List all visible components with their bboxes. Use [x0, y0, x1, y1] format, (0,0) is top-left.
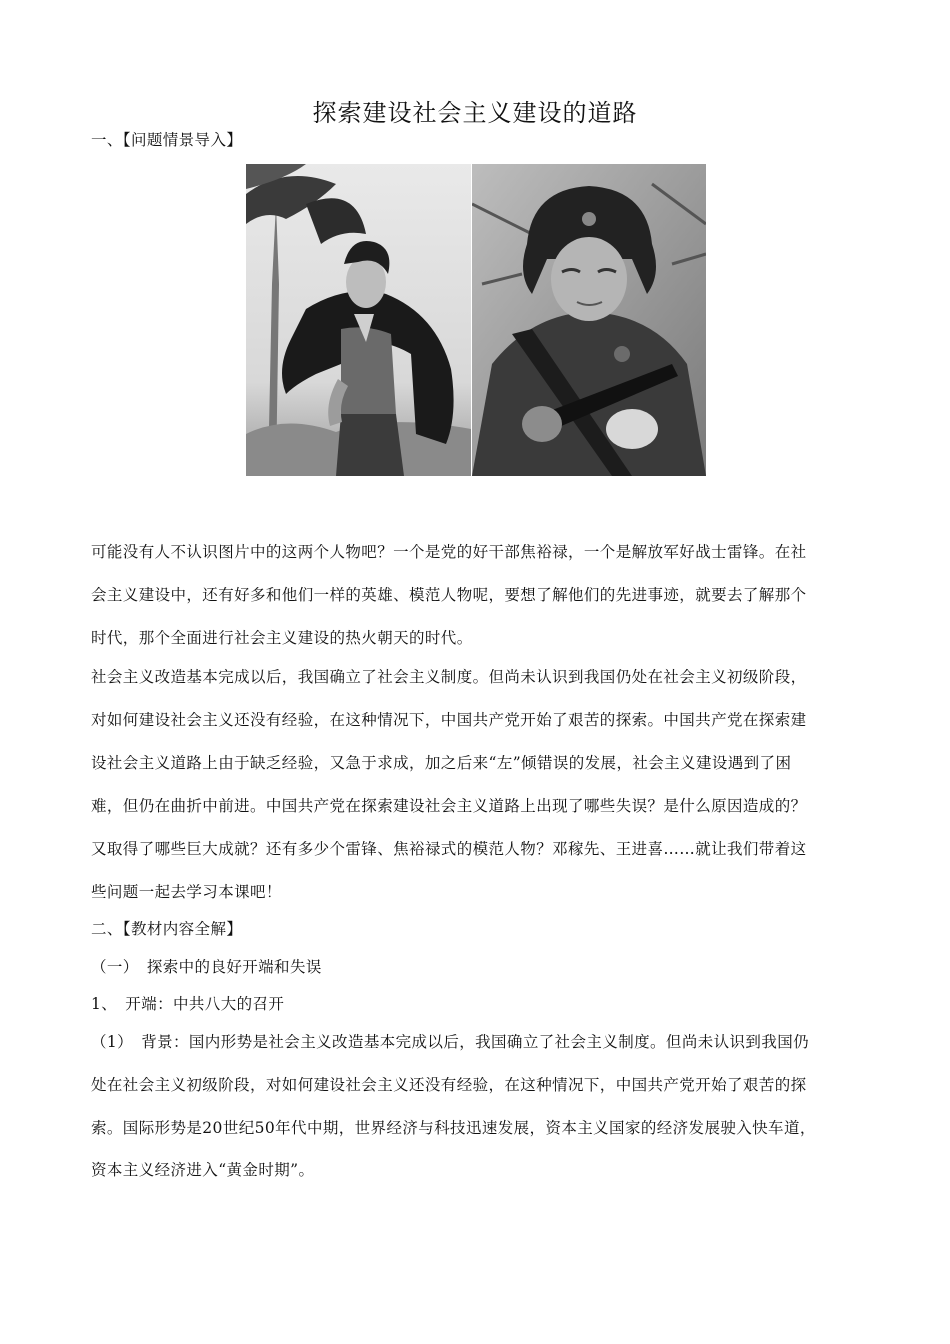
section-heading-1: 一、【问题情景导入】: [91, 131, 243, 149]
para2-line-4: 难，但仍在曲折中前进。中国共产党在探索建设社会主义道路上出现了哪些失误？是什么原因造成的？: [91, 797, 807, 815]
background-line-2: 处在社会主义初级阶段，对如何建设社会主义还没有经验，在这种情况下，中国共产党开始了艰苦的探: [91, 1076, 807, 1094]
para2-line-6: 些问题一起去学习本课吧！: [91, 883, 282, 901]
para2-line-1: 社会主义改造基本完成以后，我国确立了社会主义制度。但尚未认识到我国仍处在社会主义初级阶段，: [91, 668, 807, 686]
para2-line-5: 又取得了哪些巨大成就？还有多少个雷锋、焦裕禄式的模范人物？邓稼先、王进喜……就让我们带着这: [91, 840, 807, 858]
intro-line-2: 会主义建设中，还有好多和他们一样的英雄、模范人物呢，要想了解他们的先进事迹，就要去了解那个: [91, 586, 807, 604]
para2-line-3: 设社会主义道路上由于缺乏经验，又急于求成，加之后来“左”倾错误的发展，社会主义建设遇到了困: [91, 754, 792, 772]
background-line-3: 索。国际形势是20世纪50年代中期，世界经济与科技迅速发展，资本主义国家的经济发展驶入快车道，: [91, 1119, 816, 1137]
background-line-4: 资本主义经济进入“黄金时期”。: [91, 1161, 315, 1179]
intro-line-1: 可能没有人不认识图片中的这两个人物吧？一个是党的好干部焦裕禄，一个是解放军好战士雷锋。在社: [91, 543, 807, 561]
item-heading-1: 1、 开端：中共八大的召开: [91, 995, 285, 1013]
photo-jiao-yulu: [246, 164, 471, 476]
para2-line-2: 对如何建设社会主义还没有经验，在这种情况下，中国共产党开始了艰苦的探索。中国共产党在探索建: [91, 711, 807, 729]
section-heading-2: 二、【教材内容全解】: [91, 920, 243, 938]
subsection-heading-1: （一） 探索中的良好开端和失误: [91, 958, 322, 976]
photo-lei-feng: [472, 164, 706, 476]
background-line-1: （1） 背景：国内形势是社会主义改造基本完成以后，我国确立了社会主义制度。但尚未认识到我国仍: [91, 1033, 810, 1051]
intro-line-3: 时代，那个全面进行社会主义建设的热火朝天的时代。: [91, 629, 473, 647]
document-title: 探索建设社会主义建设的道路: [312, 99, 638, 127]
